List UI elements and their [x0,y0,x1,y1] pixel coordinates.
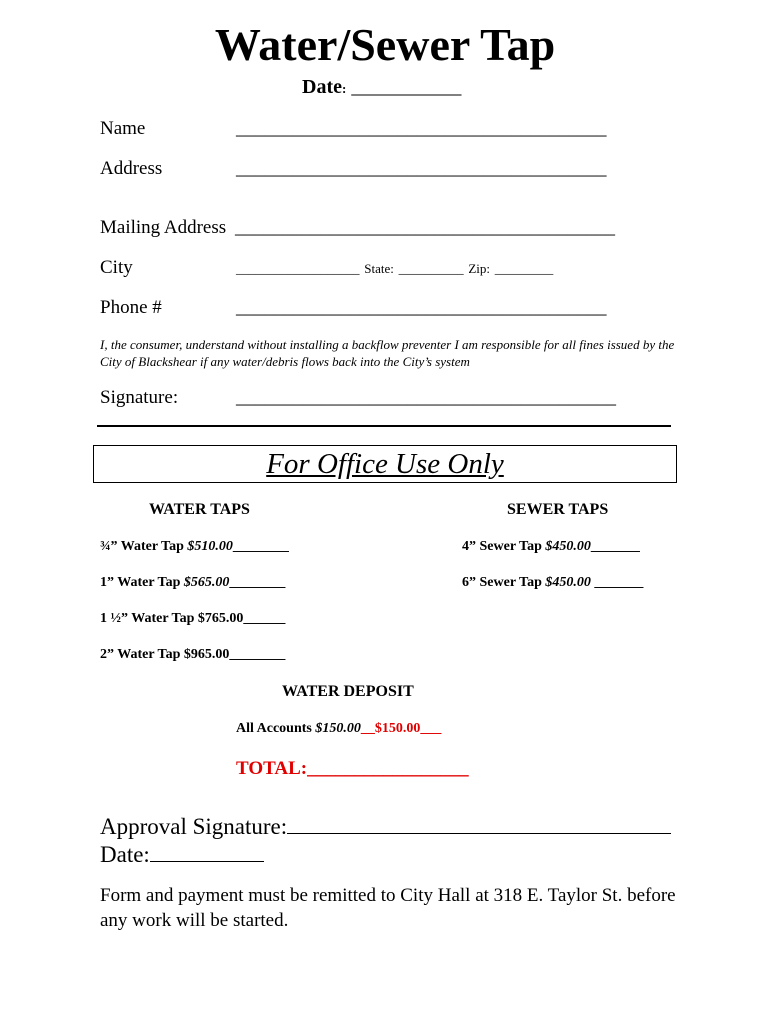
form-title: Water/Sewer Tap [214,19,556,70]
water-tap-label: 1” Water Tap [100,575,184,590]
date-colon: : [341,81,347,96]
water-tap-price: $965.00 [183,647,230,662]
sewer-tap-label: 6” Sewer Tap [462,575,546,590]
water-tap-row [100,611,285,627]
date-blank[interactable]: ___________ [351,76,462,98]
city-row [236,257,553,279]
deposit-tail-blank: ___ [420,721,442,736]
approval-signature-label: Approval Signature: [100,814,288,839]
zip-field[interactable]: _________ [494,261,554,276]
water-tap-label: 1 ½” Water Tap [100,611,198,626]
city-label: City [100,257,133,278]
section-divider [97,425,671,427]
name-label: Name [100,118,146,139]
approval-date-label: Date: [100,842,150,867]
water-tap-price: $510.00 [187,539,233,554]
water-tap-blank[interactable]: ________ [229,575,286,590]
mailing-address-field[interactable]: ________________________________________ [235,217,615,238]
sewer-tap-row [462,575,643,591]
water-tap-price: $765.00 [197,611,244,626]
approval-date-field[interactable] [150,841,264,862]
date-line [302,76,461,99]
water-tap-blank[interactable]: ________ [229,647,286,662]
sewer-tap-blank[interactable]: _______ [590,575,644,590]
water-tap-row [100,575,285,591]
name-field[interactable]: _______________________________________ [236,118,607,139]
total-field[interactable]: _________________ [307,758,469,779]
water-taps-heading: WATER TAPS [149,501,250,518]
water-tap-blank[interactable]: ________ [232,539,289,554]
sewer-tap-price: $450.00 [545,575,591,590]
signature-label: Signature: [100,387,179,408]
office-use-title [93,448,677,481]
approval-signature-field[interactable] [287,813,671,834]
zip-label: Zip: [468,261,491,276]
total-row [236,758,469,780]
water-tap-label: ¾” Water Tap [100,539,188,554]
mailing-address-label: Mailing Address [100,217,227,238]
sewer-taps-heading: SEWER TAPS [507,501,609,518]
phone-field[interactable]: _______________________________________ [236,297,607,318]
sewer-tap-row [462,539,640,555]
sewer-tap-price: $450.00 [545,539,591,554]
office-use-title-text: For Office Use Only [266,448,504,480]
state-label: State: [364,261,394,276]
phone-label: Phone # [100,297,162,318]
deposit-label: All Accounts [236,721,316,736]
water-tap-label: 2” Water Tap [100,647,184,662]
deposit-row [236,721,441,737]
date-label: Date [302,76,342,98]
city-field[interactable]: ___________________ [236,261,360,276]
footer-note: Form and payment must be remitted to City Hall at 318 E. Taylor St. before any work will be started. [100,885,676,931]
deposit-separator: __ [360,721,375,736]
signature-field[interactable]: ________________________________________ [236,387,616,408]
state-field[interactable]: __________ [398,261,464,276]
total-label: TOTAL: [236,758,308,779]
deposit-filled-amount[interactable]: $150.00 [374,721,421,736]
sewer-tap-label: 4” Sewer Tap [462,539,546,554]
water-tap-price: $565.00 [183,575,230,590]
approval-block [100,813,671,869]
water-tap-row [100,539,289,555]
deposit-price: $150.00 [315,721,361,736]
water-deposit-heading: WATER DEPOSIT [282,683,414,700]
water-tap-row [100,647,285,663]
water-tap-blank[interactable]: ______ [243,611,286,626]
address-label: Address [100,158,163,179]
sewer-tap-blank[interactable]: _______ [590,539,640,554]
backflow-disclaimer: I, the consumer, understand without installing a backflow preventer I am responsible for all fines issued by the City of Blackshear if any water/debris flows back into the City’s system [100,337,675,369]
address-field[interactable]: _______________________________________ [236,158,607,179]
